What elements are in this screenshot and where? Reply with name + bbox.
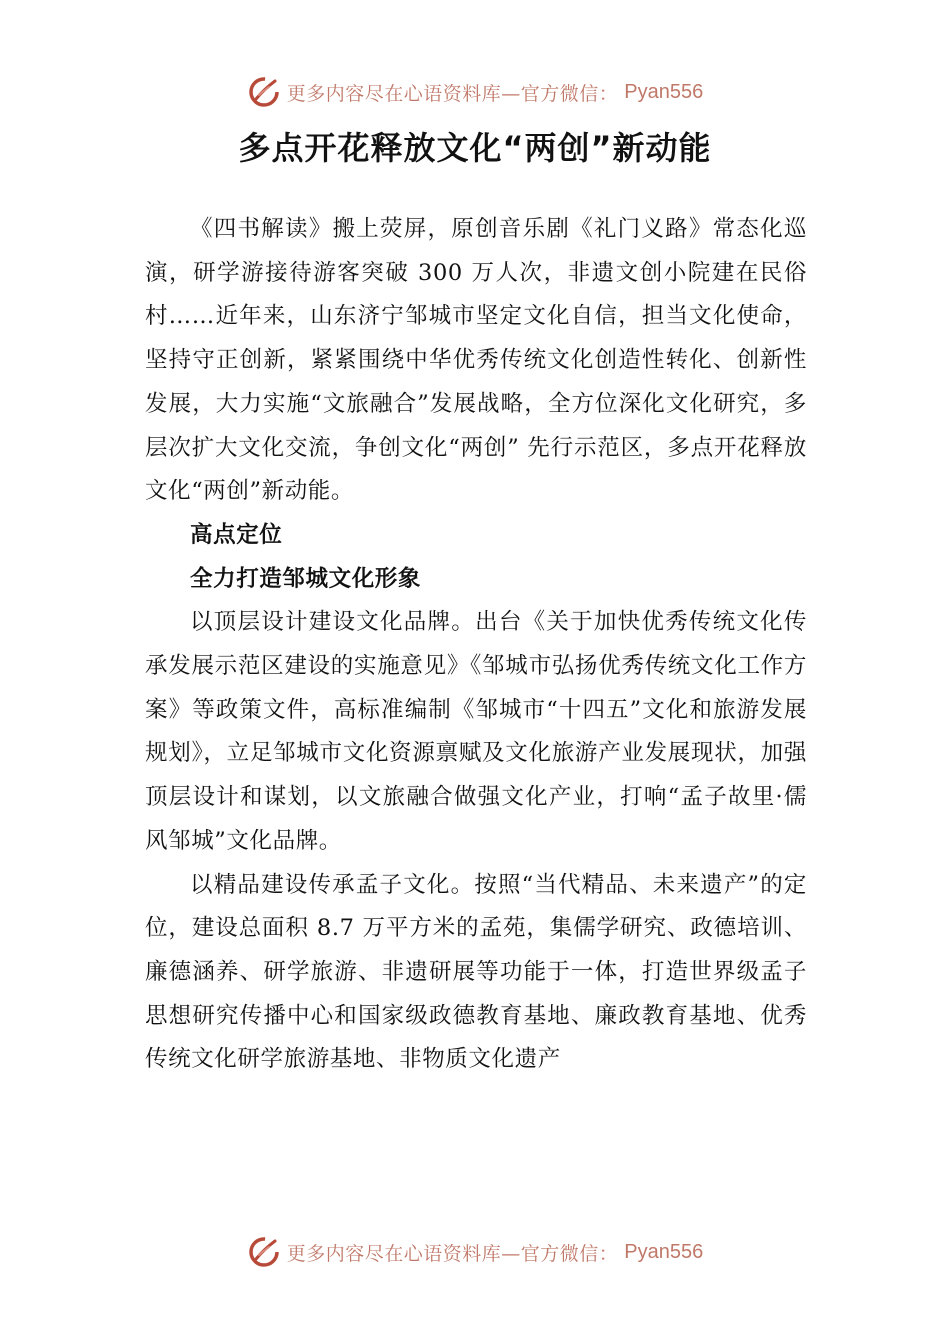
body-paragraph-1: 以顶层设计建设文化品牌。出台《关于加快优秀传统文化传承发展示范区建设的实施意见》《邹城市弘扬优秀传统文化工作方案》等政策文件，高标准编制《邹城市“十四五”文化和旅游发展规划》，立足邹城市文化资源禀赋及文化旅游产业发展现状，加强顶层设计和谋划，以文旅融合做强文化产业，打响“孟子故里·儒风邹城”文化品牌。 [145, 609, 807, 854]
watermark-text: 更多内容尽在心语资料库—官方微信： [286, 82, 619, 105]
watermark-text: 更多内容尽在心语资料库—官方微信： [286, 1242, 619, 1265]
document-body [145, 208, 807, 1082]
header-watermark [0, 70, 950, 114]
brush-circle-logo-icon [247, 75, 281, 109]
body-paragraph-2: 以精品建设传承孟子文化。按照“当代精品、未来遗产”的定位，建设总面积 8.7 万平方米的孟苑，集儒学研究、政德培训、廉德涵养、研学旅游、非遗研展等功能于一体，打造世界级孟子思想研究传播中心和国家级政德教育基地、廉政教育基地、优秀传统文化研学旅游基地、非物质文化遗产 [145, 871, 807, 1073]
watermark-wechat-id: Pyan556 [624, 1240, 704, 1263]
section-subheading: 全力打造邹城文化形象 [190, 565, 422, 592]
footer-watermark [0, 1230, 950, 1274]
document-title: 多点开花释放文化“两创”新动能 [238, 129, 712, 167]
watermark-wechat-id: Pyan556 [624, 80, 704, 103]
intro-paragraph: 《四书解读》搬上荧屏，原创音乐剧《礼门义路》常态化巡演，研学游接待游客突破 300 万人次，非遗文创小院建在民俗村……近年来，山东济宁邹城市坚定文化自信，担当文化使命，坚持守正创新，紧紧围绕中华优秀传统文化创造性转化、创新性发展，大力实施“文旅融合”发展战略，全方位深化文化研究，多层次扩大文化交流，争创文化“两创” 先行示范区，多点开花释放文化“两创”新动能。 [145, 216, 807, 505]
section-heading: 高点定位 [190, 521, 283, 548]
brush-circle-logo-icon [247, 1235, 281, 1269]
